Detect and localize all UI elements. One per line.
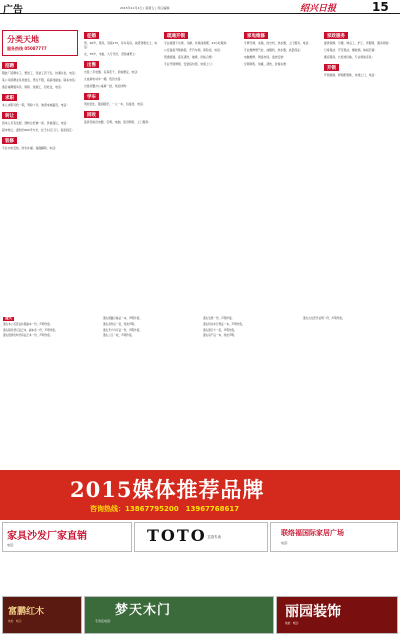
banner-phone: 服务热线 05087777 bbox=[7, 46, 47, 51]
classified-column-5 bbox=[324, 30, 398, 313]
page-number: 15 bbox=[372, 0, 389, 14]
classified-column-3 bbox=[164, 30, 242, 313]
lizhuang-ad-sub: 地址：电话： bbox=[285, 622, 301, 625]
redwood-ad-sub: 地址：电话： bbox=[8, 620, 24, 623]
classified-ad: 出售闲置办公桌椅一批，欢迎选购： bbox=[84, 84, 129, 88]
issue-meta: 2015年12月4日 | 星期五 | 责任编辑： bbox=[120, 6, 173, 10]
category-label: 招聘 bbox=[2, 62, 17, 69]
ad-row-2 bbox=[0, 596, 400, 634]
classified-ad: 专业疏通下水道、马桶、化粪池清理，24小时服务： bbox=[164, 41, 230, 45]
section-title: 广告 bbox=[3, 5, 23, 16]
category-label: 回收 bbox=[84, 111, 99, 118]
banner-title: 分类天地 bbox=[7, 34, 39, 44]
furniture-ad bbox=[2, 522, 132, 552]
ad-row-1 bbox=[0, 522, 400, 552]
furniture-ad-sub: 电话： bbox=[7, 543, 17, 547]
classified-ad: 专修空调、冰箱、洗衣机、热水器，上门服务，电话： bbox=[244, 41, 312, 45]
toto-ad bbox=[134, 522, 268, 552]
lost-notice: 遗失税务登记证正本、副本各一份，声明作废。 bbox=[3, 328, 58, 332]
category-label: 疏通开锁 bbox=[164, 32, 188, 39]
classified-ad: 九成新电动车一辆，低价出售： bbox=[84, 77, 124, 81]
toto-logo: TOTO bbox=[147, 526, 207, 545]
classified-ad: 女，35岁，未婚，大专学历，觅稳重男士： bbox=[84, 52, 138, 56]
classified-ad: 男，40岁，离异，身高175，有车有房，诚觅贤惠女士，电话： bbox=[84, 41, 158, 49]
lost-notice: 遗失房产证一本，特此声明。 bbox=[203, 334, 237, 338]
classified-ad: 管道疏通、高压清洗、抽粪，价格合理： bbox=[164, 55, 215, 59]
lost-notice: 遗失道路运输证一本，声明作废。 bbox=[103, 317, 142, 320]
category-label: 学车 bbox=[84, 93, 99, 100]
lost-notice: 遗失银行卡一张，声明作废。 bbox=[203, 328, 237, 332]
classified-ad: 提供保姆、月嫂、钟点工、护工、育婴师，服务周到： bbox=[324, 41, 392, 45]
lost-notice: 遗失开户许可证一份，声明作废。 bbox=[103, 328, 142, 332]
lost-notice: 遗失本公司营业执照副本一份，声明作废。 bbox=[3, 322, 53, 326]
mengtian-ad-sub: 专卖店电话： bbox=[95, 619, 114, 623]
classified-ad: 服装厂招聘车工、整烫工、包装工若干名，待遇从优，电话： bbox=[2, 71, 78, 75]
lost-notices-grid bbox=[3, 317, 397, 457]
classified-ad: 专业维修燃气灶、油烟机、热水器，质量保证： bbox=[244, 48, 303, 52]
classified-ad: 酒店诚聘服务员、厨师、洗碗工，包吃住，电话： bbox=[2, 85, 64, 89]
category-label: 出售 bbox=[84, 61, 99, 68]
mengtian-ad-title: 梦天木门 bbox=[115, 603, 172, 618]
page-header bbox=[0, 0, 400, 14]
mengtian-ad bbox=[84, 596, 274, 634]
classified-ad: 日常保洁、开荒保洁、擦玻璃、地板打蜡： bbox=[324, 48, 378, 52]
lost-notice: 遗失发票一份，声明作废。 bbox=[203, 317, 235, 320]
classified-banner bbox=[2, 30, 78, 56]
classified-ad: 专业水电安装、防水补漏、墙面翻新，电话： bbox=[2, 146, 58, 150]
classified-ad: 驾校招生，随到随学，一人一车，包接送，电话： bbox=[84, 102, 146, 106]
category-label: 家政服务 bbox=[324, 32, 348, 39]
classified-ad: 空调移机、加氟、清洗，价格实惠： bbox=[244, 62, 289, 66]
lizhuang-ad-title: 丽园装饰 bbox=[285, 604, 341, 620]
classified-ad: 专业开锁修锁，安装指纹锁，快速上门： bbox=[164, 62, 215, 66]
lost-notice: 遗失公章一枚，声明作废。 bbox=[103, 334, 135, 338]
redwood-ad-title: 富鹏红木 bbox=[8, 607, 45, 617]
lianhe-ad-title: 联络福国际家居广场 bbox=[281, 529, 344, 537]
classified-ad: 因本人另有发展，现转让旺铺一间，价格面议，电话： bbox=[2, 121, 70, 125]
classified-ad: 出售二手电器、家具若干，价格便宜，电话： bbox=[84, 70, 140, 74]
promo-banner bbox=[0, 470, 400, 520]
category-label: 家电维修 bbox=[244, 32, 268, 39]
classified-ad: 电脑维修、网络布线、监控安装： bbox=[244, 55, 286, 59]
classified-ad: 公安备案开锁换锁，开汽车锁、保险柜，电话： bbox=[164, 48, 223, 52]
classified-ad: 超市转让，面积约200平方米，位于小区门口，客流稳定： bbox=[2, 128, 75, 132]
lost-tag: 遗失 bbox=[5, 316, 12, 320]
category-label: 装修 bbox=[2, 137, 17, 144]
lianhe-ad bbox=[270, 522, 398, 552]
promo-hotline: 咨询热线：13867795200 13967768617 bbox=[90, 505, 240, 513]
classified-column-1 bbox=[2, 60, 78, 313]
classified-ad: 开锁换锁、修锁配钥匙，快速上门，电话： bbox=[324, 73, 378, 77]
category-label: 征婚 bbox=[84, 32, 99, 39]
lost-notice: 遗失组织机构代码证正本一份，声明作废。 bbox=[3, 334, 53, 338]
lizhuang-ad bbox=[276, 596, 398, 634]
category-label: 求职 bbox=[2, 94, 17, 101]
furniture-ad-title: 家具沙发厂家直销 bbox=[7, 531, 87, 542]
category-label: 开锁 bbox=[324, 64, 339, 71]
promo-title: 2015媒体推荐品牌 bbox=[70, 477, 265, 502]
redwood-ad bbox=[2, 596, 82, 634]
classified-column-4 bbox=[244, 30, 322, 313]
classified-ad: 搬家服务，长短途运输，专业拆装家具： bbox=[324, 55, 375, 59]
classified-ad: 本人求职司机一职，驾龄十年，熟悉本地路况，电话： bbox=[2, 103, 70, 107]
lianhe-ad-sub: 电话： bbox=[281, 541, 291, 545]
classified-column-2 bbox=[84, 30, 162, 313]
newspaper-logo: 绍兴日报 bbox=[300, 4, 337, 14]
classified-ad: 某公司招聘业务员数名，男女不限，底薪加提成，联系电话： bbox=[2, 78, 78, 82]
lost-notice: 遗失机动车行驶证一本，声明作废。 bbox=[203, 322, 245, 326]
classified-ad: 高价回收旧电器、空调、电脑、废旧物资，上门服务： bbox=[84, 120, 152, 124]
toto-ad-sub: 卫浴专卖 bbox=[207, 535, 221, 539]
lost-notice: 遗失身份证一张，特此声明。 bbox=[103, 322, 137, 326]
lost-notices-section bbox=[0, 313, 400, 463]
category-label: 转让 bbox=[2, 112, 17, 119]
lost-notice: 遗失出生医学证明一份，声明作废。 bbox=[303, 317, 345, 320]
